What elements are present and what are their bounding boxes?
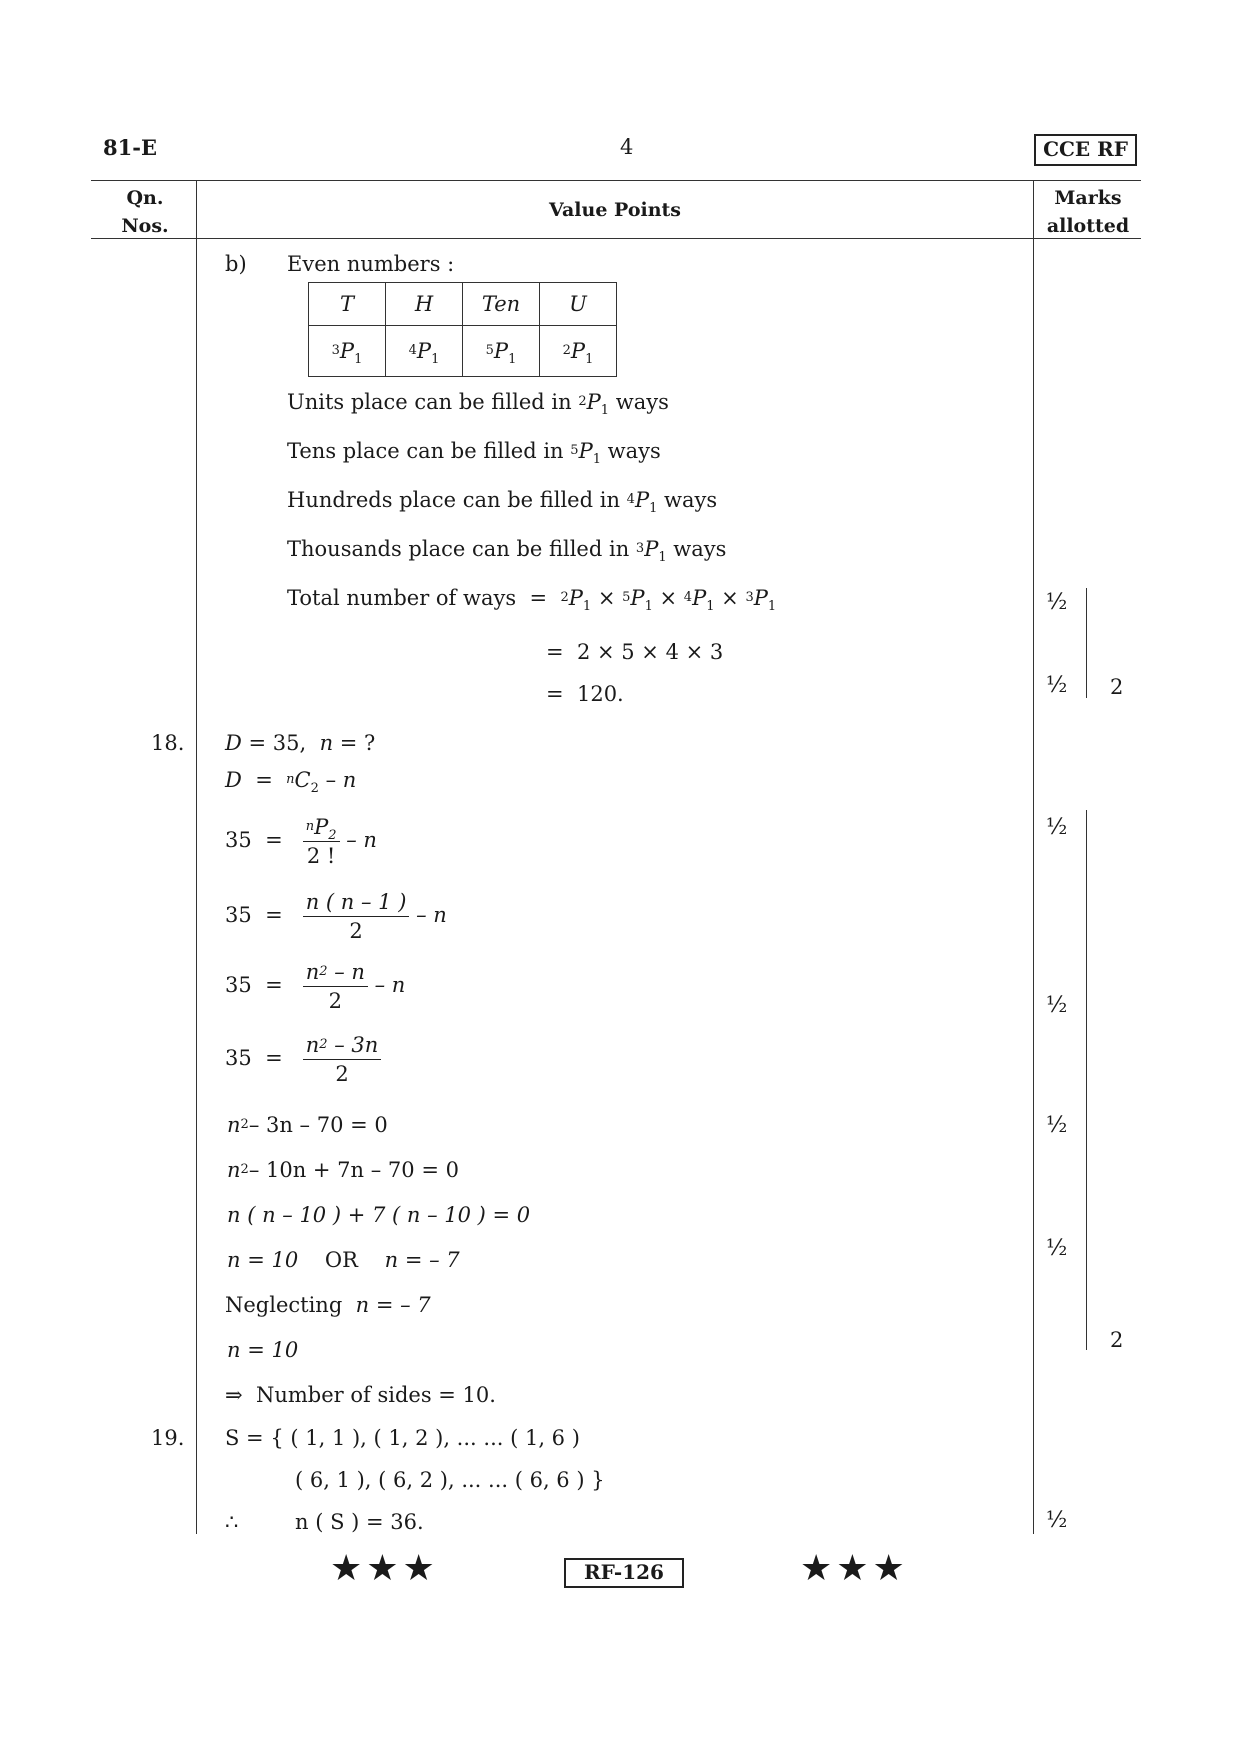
col-head-marks: Marks allotted xyxy=(1046,187,1130,237)
q18-step3: 35 = $\frac{n^2 - n}{2}$ – n xyxy=(225,960,406,1013)
even-numbers-intro: Even numbers : xyxy=(287,252,455,276)
footer-stars-right: ★★★ xyxy=(800,1548,909,1589)
q18-solutions: n = 10 OR n = – 7 xyxy=(227,1248,460,1272)
thousands-place-line: Thousands place can be filled in $^3P_1$ ways xyxy=(287,537,727,565)
table-head-cell: Ten xyxy=(463,283,540,326)
q19-sample-space-line2: ( 6, 1 ), ( 6, 2 ), ... ... ( 6, 6 ) } xyxy=(295,1468,605,1492)
q18-split: $n^2-$ 10n + 7n – 70 = 0 xyxy=(227,1158,459,1182)
col-head-qn: Qn. Nos. xyxy=(121,187,169,237)
mark-half: ½ xyxy=(1046,993,1068,1018)
table-head-cell: U xyxy=(540,283,617,326)
table-head-cell: T xyxy=(309,283,386,326)
q18-step2: 35 = $\frac{n ( n - 1 )}{2}$ – n xyxy=(225,890,447,943)
table-cell: $^2P_1$ xyxy=(540,326,617,377)
q18-factor: n ( n – 10 ) + 7 ( n – 10 ) = 0 xyxy=(227,1203,531,1227)
table-cell: $^5P_1$ xyxy=(463,326,540,377)
paper-tag: CCE RF xyxy=(1034,134,1137,166)
units-place-line: Units place can be filled in $^2P_1$ ways xyxy=(287,390,669,418)
question-number: 18. xyxy=(151,731,185,755)
footer-code: RF-126 xyxy=(564,1558,684,1588)
q18-quadratic: $n^2-$ 3n – 70 = 0 xyxy=(227,1113,388,1137)
table-top-rule xyxy=(91,180,1141,181)
footer-stars-left: ★★★ xyxy=(330,1548,439,1589)
q18-final-n: n = 10 xyxy=(227,1338,299,1362)
marks-total: 2 xyxy=(1110,675,1124,699)
marks-column-divider xyxy=(1033,180,1034,1534)
mark-half: ½ xyxy=(1046,673,1068,698)
marks-bracket xyxy=(1086,810,1087,1350)
mark-half: ½ xyxy=(1046,1113,1068,1138)
mark-half: ½ xyxy=(1046,815,1068,840)
marks-total: 2 xyxy=(1110,1328,1124,1352)
q19-therefore: ∴ xyxy=(225,1510,239,1534)
col-head-value-points: Value Points xyxy=(549,199,681,221)
table-header-rule xyxy=(91,238,1141,239)
q19-count: n ( S ) = 36. xyxy=(295,1510,424,1534)
question-number: 19. xyxy=(151,1426,185,1450)
place-value-table xyxy=(308,282,617,377)
table-cell: $^4P_1$ xyxy=(386,326,463,377)
qn-column-divider xyxy=(196,180,197,1534)
q18-step1: 35 = $\frac{^nP_2}{2 !}$ – n xyxy=(225,815,377,868)
hundreds-place-line: Hundreds place can be filled in $^4P_1$ ways xyxy=(287,488,718,516)
mark-half: ½ xyxy=(1046,1236,1068,1261)
q18-formula: $D = ^nC_2 - n$ xyxy=(225,768,357,796)
paper-code: 81-E xyxy=(103,135,157,160)
total-ways-step3: = 120. xyxy=(546,682,624,706)
total-ways-step2: = 2 × 5 × 4 × 3 xyxy=(546,640,724,664)
table-head-cell: H xyxy=(386,283,463,326)
q18-neglect: Neglecting n = – 7 xyxy=(225,1293,431,1317)
mark-half: ½ xyxy=(1046,590,1068,615)
table-cell: $^3P_1$ xyxy=(309,326,386,377)
part-label: b) xyxy=(225,252,247,276)
marks-bracket xyxy=(1086,588,1087,698)
page-number: 4 xyxy=(620,135,634,159)
tens-place-line: Tens place can be filled in $^5P_1$ ways xyxy=(287,439,661,467)
total-ways-line: Total number of ways = $^2P_1 \times ^5P_1 \times ^4P_1 \times ^3P_1$ xyxy=(287,586,777,614)
q18-step4: 35 = $\frac{n^2 - 3n}{2}$ xyxy=(225,1033,381,1086)
q18-answer: ⇒ Number of sides = 10. xyxy=(225,1383,496,1407)
q18-given: D = 35, n = ? xyxy=(225,731,376,755)
mark-half: ½ xyxy=(1046,1508,1068,1533)
q19-sample-space-line1: S = { ( 1, 1 ), ( 1, 2 ), ... ... ( 1, 6 ) xyxy=(225,1426,580,1450)
